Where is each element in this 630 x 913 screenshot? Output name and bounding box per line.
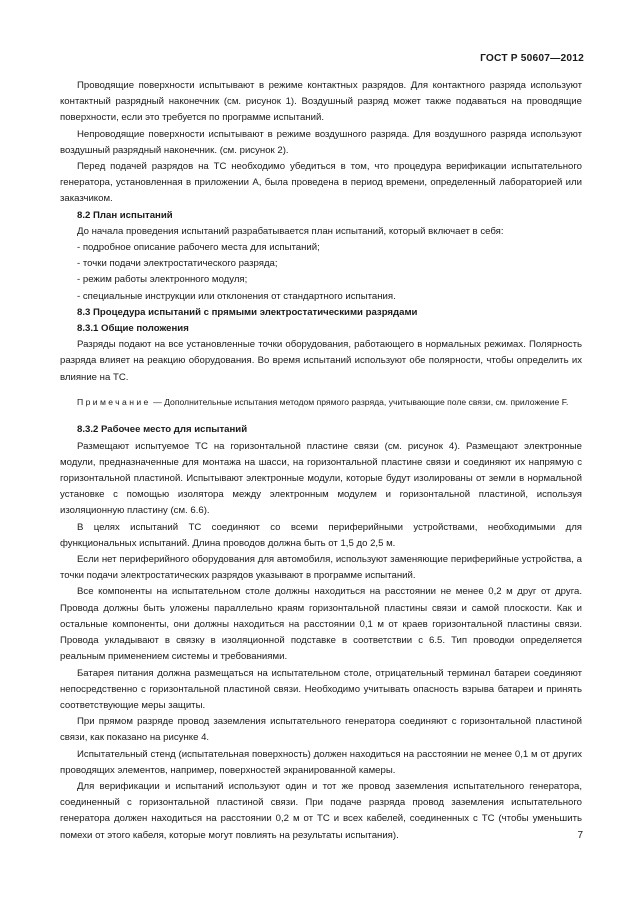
note bbox=[60, 395, 582, 410]
list-item: - точки подачи электростатического разряда; bbox=[77, 258, 278, 270]
paragraph: Если нет периферийного оборудования для автомобиля, используют заменяющие периферийные устройства, а точки подачи электростатических разрядов указывают в программе испытаний. bbox=[60, 554, 582, 582]
page-content bbox=[60, 78, 582, 844]
list-item: - подробное описание рабочего места для испытаний; bbox=[77, 242, 320, 254]
paragraph: Перед подачей разрядов на ТС необходимо убедиться в том, что процедура верификации испытательного генератора, установленная в приложении А, была проведена в период времени, определенный лабораторией или заказчиком. bbox=[60, 161, 582, 205]
page-number: 7 bbox=[577, 830, 583, 841]
paragraph: Непроводящие поверхности испытывают в режиме воздушного разряда. Для воздушного разряда используют воздушный разрядный наконечник. (см. рисунок 2). bbox=[60, 128, 582, 156]
note-text: — Дополнительные испытания методом прямого разряда, учитывающие поле связи, см. приложение F. bbox=[150, 396, 569, 407]
paragraph: Проводящие поверхности испытывают в режиме контактных разрядов. Для контактного разряда используют контактный разрядный наконечник (см. рисунок 1). Воздушный разряд может также подаваться на проводящие поверхности, если это требуется по программе испытаний. bbox=[60, 80, 582, 124]
subsection-heading-8-3-2: 8.3.2 Рабочее место для испытаний bbox=[77, 424, 248, 436]
paragraph: Испытательный стенд (испытательная поверхность) должен находиться на расстоянии не менее 0,1 м от других проводящих элементов, например, поверхностей экранированной камеры. bbox=[60, 748, 582, 776]
list-item: - специальные инструкции или отклонения от стандартного испытания. bbox=[77, 290, 396, 302]
paragraph: Размещают испытуемое ТС на горизонтальной пластине связи (см. рисунок 4). Размещают электронные модули, предназначенные для монтажа на шасси, на горизонтальной пластине связи и соединяют их напрямую с горизонтальной пластиной. Испытывают электронные модули, которые будут изолированы от земли в нормальной установке с помощью изолятора между электронным модулем и горизонтальной пластиной, используя изоляционную пластину (см. 6.6). bbox=[60, 440, 582, 517]
note-label: Примечание bbox=[77, 396, 151, 407]
paragraph: В целях испытаний ТС соединяют со всеми периферийными устройствами, необходимыми для функциональных испытаний. Длина проводов должна быть от 1,5 до 2,5 м. bbox=[60, 521, 582, 549]
paragraph: При прямом разряде провод заземления испытательного генератора соединяют с горизонтальной пластиной связи, как показано на рисунке 4. bbox=[60, 716, 582, 744]
section-heading-8-2: 8.2 План испытаний bbox=[77, 209, 173, 221]
paragraph: Все компоненты на испытательном столе должны находиться на расстоянии не менее 0,2 м друг от друга. Провода должны быть уложены параллельно краям горизонтальной пластины связи и самой плоскости. Как и остальные компоненты, они должны находиться на расстоянии 0,1 м от краев горизонтальной пластины связи. Провода укладывают в связку в изоляционной подставке в соответствии с 6.5. Тип проводки определяется реальным применением системы и требованиями. bbox=[60, 586, 582, 663]
paragraph: Разряды подают на все установленные точки оборудования, работающего в нормальных режимах. Полярность разряда влияет на реакцию оборудования. Во время испытаний используют обе полярности, чтобы определить их влияние на ТС. bbox=[60, 339, 582, 383]
paragraph: Батарея питания должна размещаться на испытательном столе, отрицательный терминал батареи соединяют непосредственно с горизонтальной пластиной связи. Необходимо учитывать опасность взрыва батареи и принять соответствующие меры защиты. bbox=[60, 667, 582, 711]
paragraph: Для верификации и испытаний используют один и тот же провод заземления испытательного генератора, соединенный с горизонтальной пластиной связи. При подаче разряда провод заземления испытательного генератора должен находиться на расстоянии 0,2 м от ТС и всех кабелей, соединенных с ТС (чтобы уменьшить помехи от этого кабеля, которые могут повлиять на результаты испытания). bbox=[60, 780, 582, 841]
list-item: - режим работы электронного модуля; bbox=[77, 274, 248, 286]
section-heading-8-3: 8.3 Процедура испытаний с прямыми электростатическими разрядами bbox=[77, 306, 418, 318]
paragraph: До начала проведения испытаний разрабатывается план испытаний, который включает в себя: bbox=[77, 225, 504, 237]
subsection-heading-8-3-1: 8.3.1 Общие положения bbox=[77, 323, 189, 335]
document-header: ГОСТ Р 50607—2012 bbox=[480, 53, 584, 64]
